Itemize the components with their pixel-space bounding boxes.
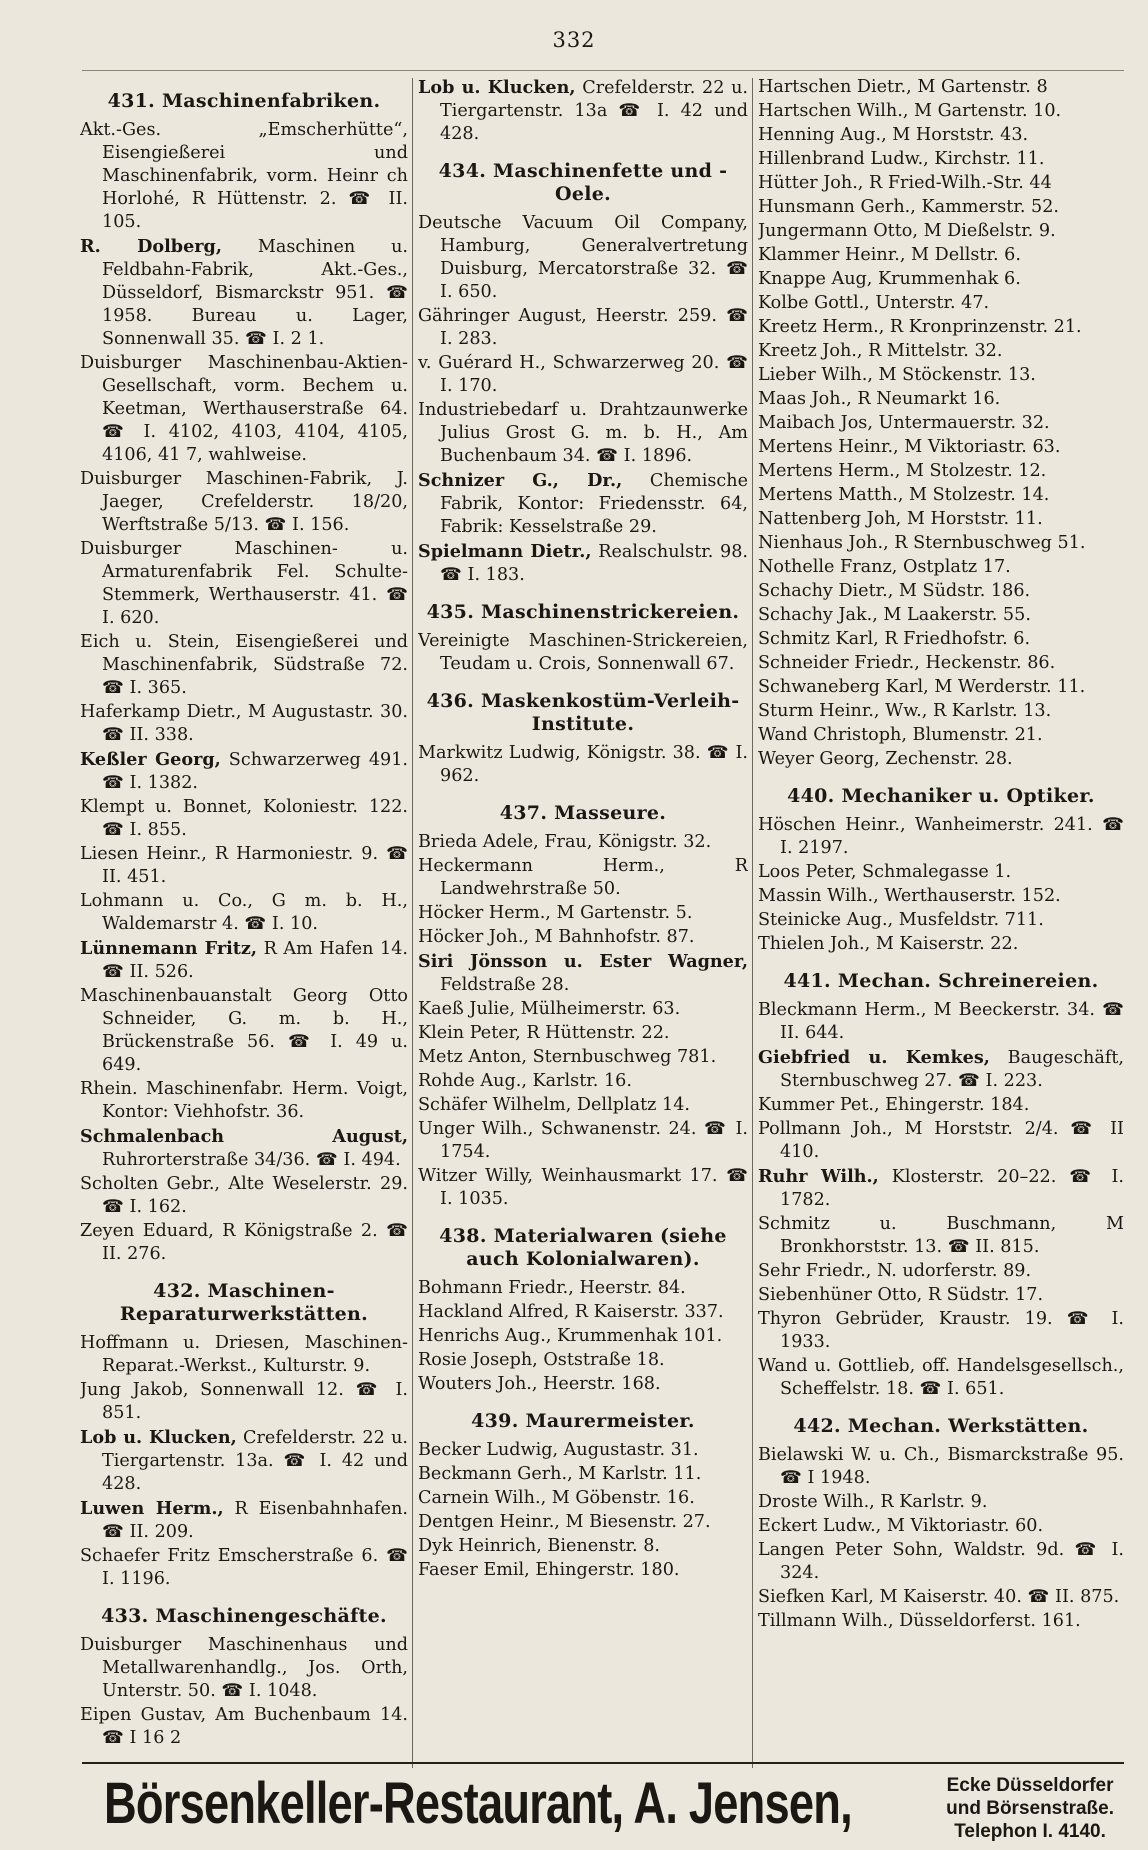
directory-entry bbox=[80, 1379, 408, 1425]
entry-text: Duisburger Maschinenhaus und Metallwarenhandlg., Jos. Orth, Unterstr. 50. ☎ I. 1048. bbox=[80, 1635, 408, 1701]
section-heading: 432. Maschinen-Reparaturwerkstätten. bbox=[119, 1280, 369, 1325]
entry-text: Hütter Joh., R Fried-Wilh.-Str. 44 bbox=[758, 173, 1052, 193]
entry-bold-name: R. Dolberg, bbox=[80, 236, 222, 257]
directory-entry bbox=[758, 1094, 1124, 1117]
directory-entry bbox=[758, 1046, 1124, 1093]
entry-text: Unger Wilh., Schwanenstr. 24. ☎ I. 1754. bbox=[418, 1119, 748, 1162]
directory-entry bbox=[758, 460, 1124, 483]
entry-text: Beckmann Gerh., M Karlstr. 11. bbox=[418, 1464, 702, 1484]
entry-text: Sturm Heinr., Ww., R Karlstr. 13. bbox=[758, 701, 1052, 721]
directory-entry bbox=[758, 1444, 1124, 1490]
column-2 bbox=[418, 76, 748, 1766]
directory-entry bbox=[418, 926, 748, 949]
entry-text: v. Guérard H., Schwarzerweg 20. ☎ I. 170. bbox=[418, 353, 748, 396]
directory-entry bbox=[80, 985, 408, 1077]
section-heading: 433. Maschinengeschäfte. bbox=[101, 1605, 387, 1627]
page-number: 332 bbox=[552, 28, 596, 52]
section-heading: 442. Mechan. Werkstätten. bbox=[793, 1415, 1089, 1437]
directory-entry bbox=[758, 556, 1124, 579]
directory-entry bbox=[758, 1355, 1124, 1401]
entry-text: Liesen Heinr., R Harmoniestr. 9. ☎ II. 451. bbox=[80, 844, 408, 887]
entry-text: Dyk Heinrich, Bienenstr. 8. bbox=[418, 1536, 661, 1556]
directory-entry bbox=[758, 652, 1124, 675]
directory-entry bbox=[758, 999, 1124, 1045]
directory-entry bbox=[80, 1426, 408, 1496]
directory-entry bbox=[758, 676, 1124, 699]
directory-entry bbox=[418, 1463, 748, 1486]
directory-entry bbox=[418, 1325, 748, 1348]
entry-text: Rosie Joseph, Oststraße 18. bbox=[418, 1350, 665, 1370]
entry-text: Baugeschäft, Sternbuschweg 27. ☎ I. 223. bbox=[780, 1048, 1124, 1091]
column-3 bbox=[758, 76, 1124, 1766]
entry-text: Massin Wilh., Werthauserstr. 152. bbox=[758, 886, 1061, 906]
directory-entry bbox=[80, 538, 408, 630]
entry-text: Feldstraße 28. bbox=[440, 975, 570, 995]
entry-text: Heckermann Herm., R Landwehrstraße 50. bbox=[418, 856, 748, 899]
entry-text: Kummer Pet., Ehingerstr. 184. bbox=[758, 1095, 1030, 1115]
directory-entry bbox=[80, 1078, 408, 1124]
directory-entry bbox=[758, 1284, 1124, 1307]
entry-text: Sehr Friedr., N. udorferstr. 89. bbox=[758, 1261, 1032, 1281]
directory-entry bbox=[418, 352, 748, 398]
directory-entry bbox=[80, 1332, 408, 1378]
directory-entry bbox=[758, 172, 1124, 195]
entry-text: Rhein. Maschinenfabr. Herm. Voigt, Kontor: Viehhofstr. 36. bbox=[80, 1079, 408, 1122]
directory-entry bbox=[418, 1439, 748, 1462]
directory-entry bbox=[758, 700, 1124, 723]
directory-entry bbox=[80, 890, 408, 936]
entry-text: Witzer Willy, Weinhausmarkt 17. ☎ I. 1035. bbox=[418, 1166, 748, 1209]
entry-text: Ruhrorterstraße 34/36. ☎ I. 494. bbox=[102, 1150, 401, 1170]
directory-entry bbox=[758, 748, 1124, 771]
directory-entry bbox=[80, 1704, 408, 1750]
entry-text: Nattenberg Joh, M Horststr. 11. bbox=[758, 509, 1043, 529]
directory-entry bbox=[758, 292, 1124, 315]
entry-text: Metz Anton, Sternbuschweg 781. bbox=[418, 1047, 717, 1067]
section-heading: 437. Masseure. bbox=[499, 802, 667, 824]
entry-text: Hartschen Wilh., M Gartenstr. 10. bbox=[758, 101, 1062, 121]
directory-entry bbox=[418, 540, 748, 587]
entry-text: Kolbe Gottl., Unterstr. 47. bbox=[758, 293, 990, 313]
entry-text: R Eisenbahnhafen. ☎ II. 209. bbox=[102, 1499, 408, 1542]
entry-text: Hackland Alfred, R Kaiserstr. 337. bbox=[418, 1302, 724, 1322]
entry-text: Thielen Joh., M Kaiserstr. 22. bbox=[758, 934, 1019, 954]
entry-text: Deutsche Vacuum Oil Company, Hamburg, Generalvertretung Duisburg, Mercatorstraße 32. ☎ I. 650. bbox=[418, 213, 748, 302]
directory-entry bbox=[418, 1559, 748, 1582]
directory-entry bbox=[418, 399, 748, 468]
column-divider bbox=[412, 78, 413, 1768]
entry-text: Henrichs Aug., Krummenhak 101. bbox=[418, 1326, 723, 1346]
directory-entry bbox=[758, 244, 1124, 267]
entry-text: Kreetz Herm., R Kronprinzenstr. 21. bbox=[758, 317, 1082, 337]
directory-entry bbox=[758, 724, 1124, 747]
directory-entry bbox=[418, 1070, 748, 1093]
directory-entry bbox=[80, 1634, 408, 1703]
entry-text: Schmitz Karl, R Friedhofstr. 6. bbox=[758, 629, 1031, 649]
directory-entry bbox=[80, 701, 408, 747]
directory-entry bbox=[758, 1118, 1124, 1164]
entry-text: Rohde Aug., Karlstr. 16. bbox=[418, 1071, 632, 1091]
directory-entry bbox=[758, 76, 1124, 99]
directory-entry bbox=[758, 1308, 1124, 1354]
directory-entry bbox=[418, 1487, 748, 1510]
entry-text: Höschen Heinr., Wanheimerstr. 241. ☎ I. 2197. bbox=[758, 815, 1124, 858]
entry-text: Lieber Wilh., M Stöckenstr. 13. bbox=[758, 365, 1036, 385]
entry-bold-name: Ruhr Wilh., bbox=[758, 1166, 879, 1187]
entry-text: Crefelderstr. 22 u. Tiergartenstr. 13a. ☎ I. 42 und 428. bbox=[102, 1428, 408, 1494]
entry-text: Mertens Heinr., M Viktoriastr. 63. bbox=[758, 437, 1061, 457]
directory-entry bbox=[80, 1220, 408, 1266]
entry-bold-name: Spielmann Dietr., bbox=[418, 541, 592, 562]
entry-text: Schneider Friedr., Heckenstr. 86. bbox=[758, 653, 1056, 673]
entry-text: Klosterstr. 20–22. ☎ I. 1782. bbox=[780, 1167, 1124, 1210]
entry-text: Steinicke Aug., Musfeldstr. 711. bbox=[758, 910, 1044, 930]
entry-text: Kreetz Joh., R Mittelstr. 32. bbox=[758, 341, 1003, 361]
entry-text: Realschulstr. 98. ☎ I. 183. bbox=[440, 542, 748, 585]
directory-entry bbox=[418, 1022, 748, 1045]
directory-entry bbox=[80, 937, 408, 984]
entry-text: Zeyen Eduard, R Königstraße 2. ☎ II. 276. bbox=[80, 1221, 408, 1264]
entry-text: Schachy Dietr., M Südstr. 186. bbox=[758, 581, 1031, 601]
entry-text: Höcker Herm., M Gartenstr. 5. bbox=[418, 903, 693, 923]
directory-entry bbox=[758, 1213, 1124, 1259]
entry-text: Wand Christoph, Blumenstr. 21. bbox=[758, 725, 1043, 745]
entry-text: Hunsmann Gerh., Kammerstr. 52. bbox=[758, 197, 1060, 217]
directory-entry bbox=[418, 1094, 748, 1117]
entry-text: Mertens Herm., M Stolzestr. 12. bbox=[758, 461, 1047, 481]
directory-entry bbox=[80, 748, 408, 795]
directory-entry bbox=[418, 742, 748, 788]
entry-text: Nienhaus Joh., R Sternbuschweg 51. bbox=[758, 533, 1086, 553]
directory-entry bbox=[758, 220, 1124, 243]
section-heading: 435. Maschinenstrickereien. bbox=[426, 601, 740, 623]
entry-text: Scholten Gebr., Alte Weselerstr. 29. ☎ I. 162. bbox=[80, 1174, 408, 1217]
entry-text: Duisburger Maschinen-Fabrik, J. Jaeger, Crefelderstr. 18/20, Werftstraße 5/13. ☎ I. 156. bbox=[80, 469, 408, 535]
entry-text: Bielawski W. u. Ch., Bismarckstraße 95. ☎ I 1948. bbox=[758, 1445, 1124, 1488]
entry-bold-name: Siri Jönsson u. Ester Wagner, bbox=[418, 951, 748, 972]
entry-text: Droste Wilh., R Karlstr. 9. bbox=[758, 1492, 988, 1512]
directory-entry bbox=[418, 1349, 748, 1372]
entry-text: Wand u. Gottlieb, off. Handelsgesellsch., Scheffelstr. 18. ☎ I. 651. bbox=[758, 1356, 1124, 1399]
entry-text: Höcker Joh., M Bahnhofstr. 87. bbox=[418, 927, 695, 947]
entry-bold-name: Schnizer G., Dr., bbox=[418, 470, 623, 491]
entry-text: Dentgen Heinr., M Biesenstr. 27. bbox=[418, 1512, 711, 1532]
advertisement-phone: Telephon I. 4140. bbox=[954, 1821, 1106, 1842]
entry-text: Bohmann Friedr., Heerstr. 84. bbox=[418, 1278, 686, 1298]
entry-text: Gähringer August, Heerstr. 259. ☎ I. 283. bbox=[418, 306, 748, 349]
entry-bold-name: Keßler Georg, bbox=[80, 749, 221, 770]
entry-text: Hartschen Dietr., M Gartenstr. 8 bbox=[758, 77, 1048, 97]
directory-entry bbox=[80, 796, 408, 842]
section-heading: 434. Maschinenfette und -Oele. bbox=[438, 160, 728, 205]
directory-entry bbox=[80, 1173, 408, 1219]
entry-text: Markwitz Ludwig, Königstr. 38. ☎ I. 962. bbox=[418, 743, 748, 786]
header-rule bbox=[82, 70, 1124, 71]
directory-entry bbox=[758, 885, 1124, 908]
directory-entry bbox=[758, 933, 1124, 956]
entry-text: Schachy Jak., M Laakerstr. 55. bbox=[758, 605, 1031, 625]
entry-text: Lohmann u. Co., G m. b. H., Waldemarstr 4. ☎ I. 10. bbox=[80, 891, 408, 934]
directory-entry bbox=[758, 580, 1124, 603]
entry-text: Duisburger Maschinen- u. Armaturenfabrik Fel. Schulte-Stemmerk, Werthauserstr. 41. ☎ I. 620. bbox=[80, 539, 408, 628]
directory-entry bbox=[418, 998, 748, 1021]
entry-text: Bleckmann Herm., M Beeckerstr. 34. ☎ II. 644. bbox=[758, 1000, 1124, 1043]
directory-entry bbox=[418, 1301, 748, 1324]
directory-entry bbox=[758, 508, 1124, 531]
section-heading: 431. Maschinenfabriken. bbox=[107, 90, 381, 112]
section-heading: 441. Mechan. Schreinereien. bbox=[783, 970, 1099, 992]
column-divider bbox=[752, 78, 753, 1768]
entry-text: Crefelderstr. 22 u. Tiergartenstr. 13a ☎ I. 42 und 428. bbox=[440, 78, 748, 144]
section-heading: 439. Maurermeister. bbox=[471, 1410, 695, 1432]
advertisement-banner bbox=[82, 1762, 1124, 1842]
directory-entry bbox=[758, 1260, 1124, 1283]
entry-text: Schmitz u. Buschmann, M Bronkhorststr. 13. ☎ II. 815. bbox=[758, 1214, 1124, 1257]
directory-entry bbox=[418, 1511, 748, 1534]
advertisement-main-text: Börsenkeller-Restaurant, A. Jensen, bbox=[104, 1771, 852, 1836]
entry-text: Kaeß Julie, Mülheimerstr. 63. bbox=[418, 999, 681, 1019]
directory-entry bbox=[418, 1373, 748, 1396]
directory-entry bbox=[758, 532, 1124, 555]
advertisement-address-line: und Börsenstraße. bbox=[946, 1798, 1114, 1819]
directory-entry bbox=[80, 1125, 408, 1172]
directory-entry bbox=[418, 630, 748, 676]
entry-text: Weyer Georg, Zechenstr. 28. bbox=[758, 749, 1013, 769]
directory-entry bbox=[758, 364, 1124, 387]
entry-bold-name: Lob u. Klucken, bbox=[80, 1427, 237, 1448]
directory-entry bbox=[80, 1545, 408, 1591]
directory-entry bbox=[758, 436, 1124, 459]
column-1 bbox=[80, 76, 408, 1766]
entry-text: Mertens Matth., M Stolzestr. 14. bbox=[758, 485, 1050, 505]
entry-text: Eipen Gustav, Am Buchenbaum 14. ☎ I 16 2 bbox=[80, 1705, 408, 1748]
entry-text: Carnein Wilh., M Göbenstr. 16. bbox=[418, 1488, 695, 1508]
entry-text: Siebenhüner Otto, R Südstr. 17. bbox=[758, 1285, 1044, 1305]
directory-entry bbox=[758, 861, 1124, 884]
entry-bold-name: Lob u. Klucken, bbox=[418, 77, 576, 98]
entry-text: Schaefer Fritz Emscherstraße 6. ☎ I. 1196. bbox=[80, 1546, 408, 1589]
directory-entry bbox=[418, 950, 748, 997]
directory-entry bbox=[758, 148, 1124, 171]
entry-text: Jungermann Otto, M Dießelstr. 9. bbox=[758, 221, 1056, 241]
entry-text: Maschinen u. Feldbahn-Fabrik, Akt.-Ges., Düsseldorf, Bismarckstr 951. ☎ 1958. Bureau u. Lager, Sonnenwall 35. ☎ I. 2 1. bbox=[102, 237, 408, 349]
directory-entry bbox=[758, 1610, 1124, 1633]
directory-entry bbox=[80, 843, 408, 889]
directory-entry bbox=[418, 1535, 748, 1558]
entry-text: Chemische Fabrik, Kontor: Friedensstr. 64, Fabrik: Kesselstraße 29. bbox=[440, 471, 748, 537]
directory-entry bbox=[418, 1046, 748, 1069]
entry-text: Maschinenbauanstalt Georg Otto Schneider, G. m. b. H., Brückenstraße 56. ☎ I. 49 u. 649. bbox=[80, 986, 408, 1075]
directory-entry bbox=[758, 484, 1124, 507]
directory-entry bbox=[418, 855, 748, 901]
entry-text: Schäfer Wilhelm, Dellplatz 14. bbox=[418, 1095, 690, 1115]
entry-text: Eich u. Stein, Eisengießerei und Maschinenfabrik, Südstraße 72. ☎ I. 365. bbox=[80, 632, 408, 698]
directory-entry bbox=[418, 212, 748, 304]
entry-text: Wouters Joh., Heerstr. 168. bbox=[418, 1374, 661, 1394]
directory-entry bbox=[758, 1515, 1124, 1538]
directory-entry bbox=[80, 468, 408, 537]
entry-text: Industriebedarf u. Drahtzaunwerke Julius Grost G. m. b. H., Am Buchenbaum 34. ☎ I. 1896. bbox=[418, 400, 748, 466]
entry-text: Vereinigte Maschinen-Strickereien, Teudam u. Crois, Sonnenwall 67. bbox=[418, 631, 748, 674]
entry-text: Langen Peter Sohn, Waldstr. 9d. ☎ I. 324. bbox=[758, 1540, 1124, 1583]
directory-entry bbox=[418, 1277, 748, 1300]
directory-entry bbox=[418, 305, 748, 351]
entry-text: Klein Peter, R Hüttenstr. 22. bbox=[418, 1023, 670, 1043]
directory-entry bbox=[758, 628, 1124, 651]
directory-entry bbox=[418, 469, 748, 539]
directory-entry bbox=[758, 412, 1124, 435]
directory-entry bbox=[80, 631, 408, 700]
entry-text: Hoffmann u. Driesen, Maschinen-Reparat.-Werkst., Kulturstr. 9. bbox=[80, 1333, 408, 1376]
entry-text: Tillmann Wilh., Düsseldorferst. 161. bbox=[758, 1611, 1081, 1631]
section-heading: 438. Materialwaren (siehe auch Kolonialwaren). bbox=[439, 1225, 727, 1270]
directory-entry bbox=[80, 352, 408, 467]
directory-entry bbox=[758, 814, 1124, 860]
entry-text: R Am Hafen 14. ☎ II. 526. bbox=[102, 939, 408, 982]
directory-entry bbox=[418, 902, 748, 925]
entry-text: Pollmann Joh., M Horststr. 2/4. ☎ II 410. bbox=[758, 1119, 1124, 1162]
directory-entry bbox=[758, 196, 1124, 219]
entry-text: Becker Ludwig, Augustastr. 31. bbox=[418, 1440, 699, 1460]
directory-entry bbox=[758, 909, 1124, 932]
entry-text: Loos Peter, Schmalegasse 1. bbox=[758, 862, 1012, 882]
directory-entry bbox=[80, 235, 408, 351]
advertisement-address-line: Ecke Düsseldorfer bbox=[946, 1775, 1114, 1796]
entry-text: Klempt u. Bonnet, Koloniestr. 122. ☎ I. 855. bbox=[80, 797, 408, 840]
entry-text: Brieda Adele, Frau, Königstr. 32. bbox=[418, 832, 712, 852]
directory-entry bbox=[758, 100, 1124, 123]
directory-entry bbox=[758, 388, 1124, 411]
entry-text: Duisburger Maschinenbau-Aktien-Gesellschaft, vorm. Bechem u. Keetman, Werthauserstraße 64. ☎ I. 4102, 4103, 4104, 4105, 4106, 41 7, wahlweise. bbox=[80, 353, 408, 465]
entry-text: Thyron Gebrüder, Kraustr. 19. ☎ I. 1933. bbox=[758, 1309, 1124, 1352]
advertisement-side-text bbox=[946, 1774, 1114, 1843]
directory-entry bbox=[758, 316, 1124, 339]
entry-text: Maibach Jos, Untermauerstr. 32. bbox=[758, 413, 1050, 433]
directory-entry bbox=[80, 1497, 408, 1544]
entry-text: Faeser Emil, Ehingerstr. 180. bbox=[418, 1560, 680, 1580]
entry-text: Haferkamp Dietr., M Augustastr. 30. ☎ II. 338. bbox=[80, 702, 408, 745]
directory-entry bbox=[758, 604, 1124, 627]
directory-entry bbox=[80, 119, 408, 234]
entry-text: Siefken Karl, M Kaiserstr. 40. ☎ II. 875. bbox=[758, 1587, 1120, 1607]
section-heading: 436. Maskenkostüm-Verleih-Institute. bbox=[426, 690, 740, 735]
directory-entry bbox=[758, 268, 1124, 291]
entry-text: Schwaneberg Karl, M Werderstr. 11. bbox=[758, 677, 1086, 697]
entry-text: Schwarzerweg 491. ☎ I. 1382. bbox=[102, 750, 408, 793]
entry-text: Hillenbrand Ludw., Kirchstr. 11. bbox=[758, 149, 1045, 169]
entry-text: Maas Joh., R Neumarkt 16. bbox=[758, 389, 1001, 409]
entry-text: Nothelle Franz, Ostplatz 17. bbox=[758, 557, 1011, 577]
entry-bold-name: Giebfried u. Kemkes, bbox=[758, 1047, 990, 1068]
directory-entry bbox=[758, 1586, 1124, 1609]
entry-text: Akt.-Ges. „Emscherhütte“, Eisengießerei und Maschinenfabrik, vorm. Heinr ch Horlohé, R Hüttenstr. 2. ☎ II. 105. bbox=[80, 120, 408, 232]
entry-bold-name: Luwen Herm., bbox=[80, 1498, 224, 1519]
directory-entry bbox=[418, 1165, 748, 1211]
directory-entry bbox=[418, 831, 748, 854]
directory-entry bbox=[758, 1491, 1124, 1514]
directory-entry bbox=[758, 1539, 1124, 1585]
entry-text: Henning Aug., M Horststr. 43. bbox=[758, 125, 1029, 145]
entry-bold-name: Schmalenbach August, bbox=[80, 1126, 408, 1147]
entry-text: Jung Jakob, Sonnenwall 12. ☎ I. 851. bbox=[80, 1380, 408, 1423]
directory-entry bbox=[758, 340, 1124, 363]
directory-entry bbox=[758, 1165, 1124, 1212]
directory-entry bbox=[418, 1118, 748, 1164]
entry-text: Eckert Ludw., M Viktoriastr. 60. bbox=[758, 1516, 1044, 1536]
entry-text: Klammer Heinr., M Dellstr. 6. bbox=[758, 245, 1021, 265]
section-heading: 440. Mechaniker u. Optiker. bbox=[787, 785, 1095, 807]
entry-text: Knappe Aug, Krummenhak 6. bbox=[758, 269, 1021, 289]
directory-entry bbox=[418, 76, 748, 146]
entry-bold-name: Lünnemann Fritz, bbox=[80, 938, 258, 959]
directory-entry bbox=[758, 124, 1124, 147]
